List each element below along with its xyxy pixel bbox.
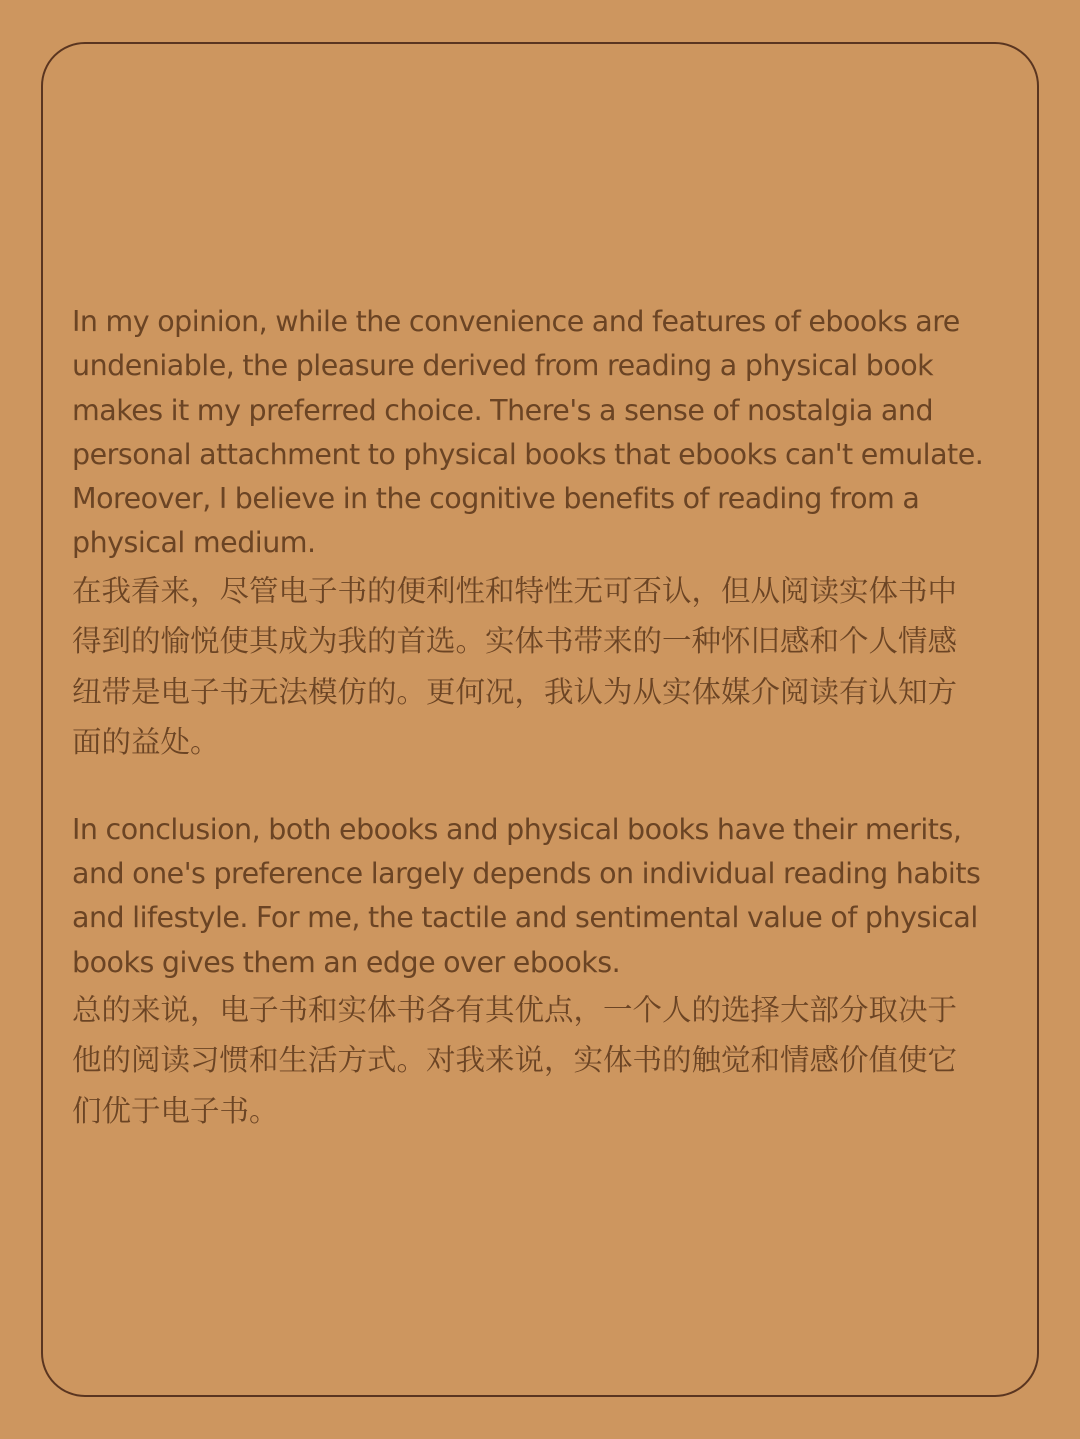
paragraph-2-english: In conclusion, both ebooks and physical books have their merits, and one's preference largely depends on individual reading habits and lifestyle. For me, the tactile and sentimental value of physical books gives them an edge over ebooks.	[72, 812, 981, 979]
text-content	[72, 300, 1012, 1136]
paragraph-2-chinese: 总的来说，电子书和实体书各有其优点，一个人的选择大部分取决于 他的阅读习惯和生活方式。对我来说，实体书的触觉和情感价值使它 们优于电子书。	[72, 992, 958, 1128]
paragraph-1-english: In my opinion, while the convenience and features of ebooks are undeniable, the pleasure derived from reading a physical book makes it my preferred choice. There's a sense of nostalgia and personal attachment to physical books that ebooks can't emulate. Moreover, I believe in the cognitive benefits of reading from a physical medium.	[72, 305, 984, 560]
paragraph-1-chinese: 在我看来，尽管电子书的便利性和特性无可否认，但从阅读实体书中 得到的愉悦使其成为我的首选。实体书带来的一种怀旧感和个人情感 纽带是电子书无法模仿的。更何况，我认为从实体媒介阅读有认知方 面的益处。	[72, 573, 958, 760]
paragraph-spacer	[72, 768, 1012, 808]
